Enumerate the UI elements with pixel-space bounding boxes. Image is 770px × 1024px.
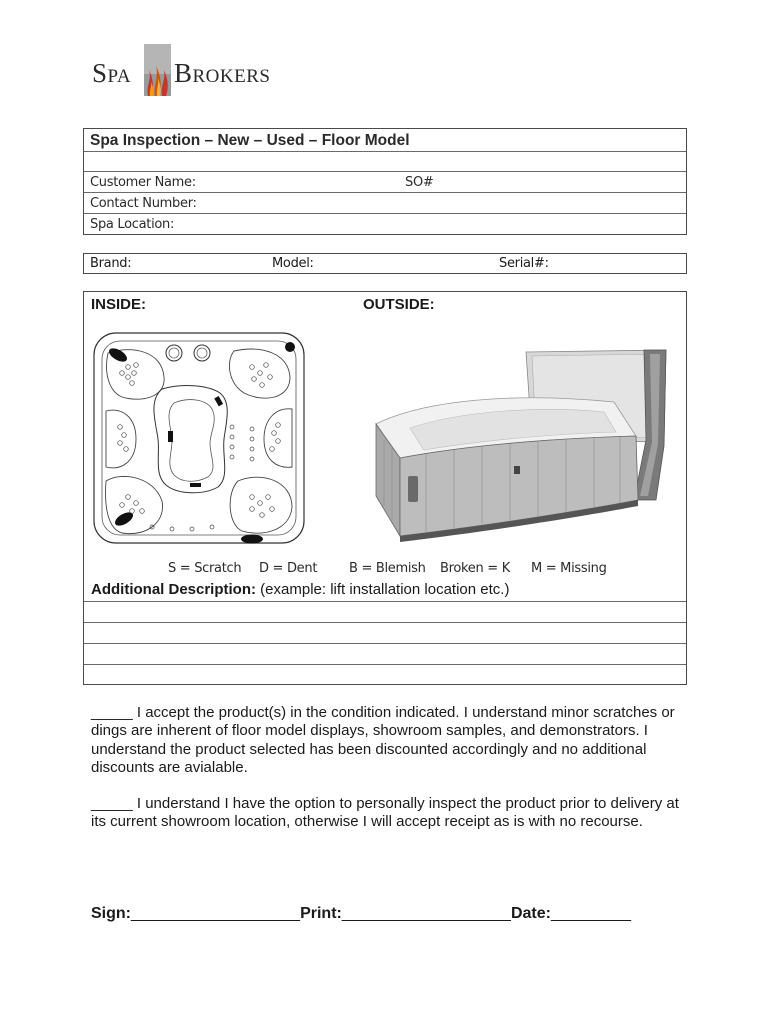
form-title: Spa Inspection – New – Used – Floor Model	[84, 129, 686, 152]
legend-scratch: S = Scratch	[168, 561, 242, 576]
legend-dent: D = Dent	[259, 561, 318, 576]
print-label: Print:	[300, 905, 342, 922]
sign-label: Sign:	[91, 905, 131, 922]
print-field[interactable]: ___________________	[341, 905, 511, 922]
additional-description-header	[91, 581, 509, 598]
blank-row	[84, 152, 686, 172]
outside-label: OUTSIDE:	[363, 296, 435, 313]
contact-number-row	[84, 193, 686, 214]
legend-blemish: B = Blemish	[349, 561, 426, 576]
flame-logo-icon	[144, 44, 171, 96]
logo-right-text: Brokers	[174, 58, 271, 88]
logo-word-spa	[92, 58, 131, 89]
brand-label: Brand:	[90, 256, 132, 271]
inspection-box	[83, 291, 687, 685]
sign-field[interactable]: ___________________	[131, 905, 301, 922]
spa-top-view-diagram	[92, 331, 306, 547]
date-field[interactable]: _________	[550, 905, 632, 922]
legend-broken: Broken = K	[440, 561, 510, 576]
description-line-2	[84, 622, 686, 623]
so-number-label: SO#	[405, 175, 434, 190]
spa-brokers-logo	[92, 44, 302, 96]
legend-missing: M = Missing	[531, 561, 607, 576]
description-line-1	[84, 601, 686, 602]
spa-location-row	[84, 214, 686, 235]
customer-name-row	[84, 172, 686, 193]
description-line-4	[84, 664, 686, 665]
acceptance-paragraph-2: _____ I understand I have the option to personally inspect the product prior to delivery at its current showroom location, otherwise I will accept receipt as is with no recourse.	[91, 795, 679, 831]
spa-exterior-photo	[364, 340, 680, 550]
spa-location-label: Spa Location:	[90, 217, 175, 232]
signature-line	[91, 905, 631, 923]
serial-label: Serial#:	[499, 256, 549, 271]
model-label: Model:	[272, 256, 314, 271]
logo-left-text: Spa	[92, 58, 132, 88]
logo-word-brokers	[174, 58, 270, 89]
customer-info-table	[83, 128, 687, 235]
description-line-3	[84, 643, 686, 644]
date-label: Date:	[510, 905, 551, 922]
damage-legend	[84, 561, 688, 579]
customer-name-label: Customer Name:	[90, 175, 196, 190]
acceptance-paragraph-1: _____ I accept the product(s) in the condition indicated. I understand minor scratches or dings are inherent of floor model displays, showroom samples, and demonstrators. I understand the product selected has been discounted accordingly and no additional discounts are avialable.	[91, 704, 675, 776]
additional-description-example: (example: lift installation location etc.)	[260, 581, 510, 598]
contact-number-label: Contact Number:	[90, 196, 197, 211]
additional-description-label: Additional Description:	[91, 581, 256, 598]
product-info-row	[83, 253, 687, 274]
inside-label: INSIDE:	[91, 296, 147, 313]
additional-description-section	[84, 579, 686, 684]
